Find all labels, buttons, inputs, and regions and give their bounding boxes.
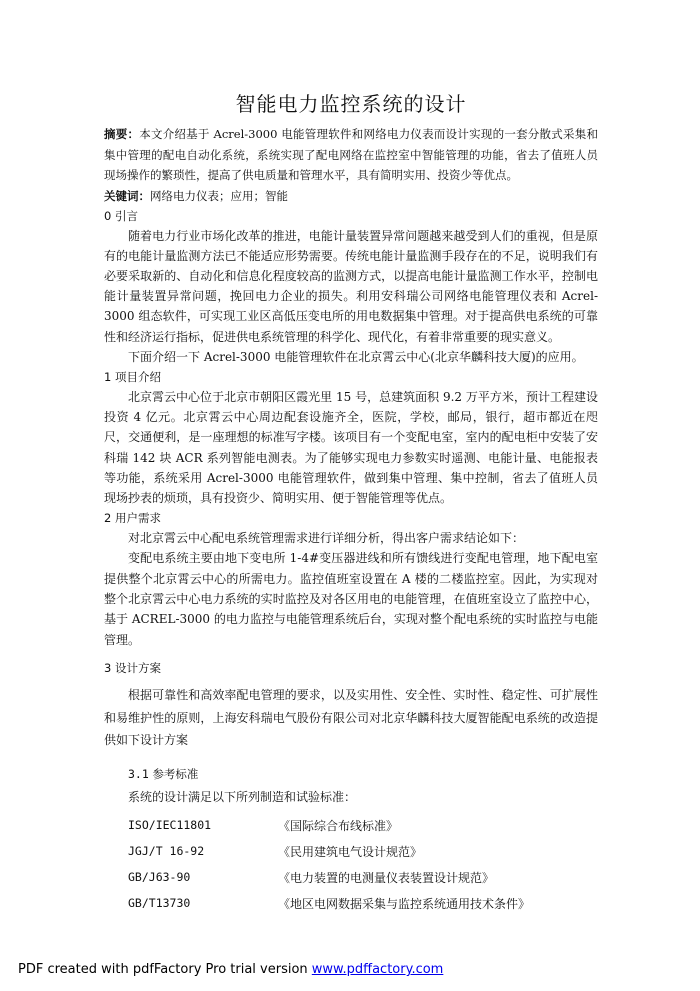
pdf-footer bbox=[18, 962, 443, 977]
section-heading-1: 1 项目介绍 bbox=[104, 369, 161, 384]
document-page bbox=[104, 88, 598, 916]
section-0-paragraph-2: 下面介绍一下 Acrel-3000 电能管理软件在北京霄云中心(北京华麟科技大厦)的应用。 bbox=[128, 349, 584, 364]
abstract-text: 本文介绍基于 Acrel-3000 电能管理软件和网络电力仪表而设计实现的一套分散式采集和集中管理的配电自动化系统，系统实现了配电网络在监控室中智能管理的功能，省去了值班人员现场操作的繁琐性，提高了供电质量和管理水平，具有简明实用、投资少等优点。 bbox=[104, 127, 599, 182]
section-1-paragraph-1: 北京霄云中心位于北京市朝阳区霞光里 15 号，总建筑面积 9.2 万平方米，预计工程建设投资 4 亿元。北京霄云中心周边配套设施齐全，医院，学校，邮局，银行，超市都近在咫尺，交通便利，是一座理想的标准写字楼。该项目有一个变配电室，室内的配电柜中安装了安科瑞 142 块 ACR 系列智能电测表。为了能够实现电力参数实时遥测、电能计量、电能报表等功能，系统采用 Acrel-3000 电能管理软件，做到集中管理、集中控制，省去了值班人员现场抄表的烦琐，具有投资少、简明实用、便于智能管理等优点。 bbox=[104, 389, 598, 505]
standard-row bbox=[104, 864, 598, 890]
section-0-paragraph-1: 随着电力行业市场化改革的推进，电能计量装置异常问题越来越受到人们的重视，但是原有的电能计量监测方法已不能适应形势需要。传统电能计量监测手段存在的不足，说明我们有必要采取新的、自动化和信息化程度较高的监测方式，以提高电能计量监测工作水平，控制电能计量装置异常问题，挽回电力企业的损失。利用安科瑞公司网络电能管理仪表和 Acrel-3000 组态软件，可实现工业区高低压变电所的用电数据集中管理。对于提高供电系统的可靠性和经济运行指标，促进供电系统管理的科学化、现代化，有着非常重要的现实意义。 bbox=[104, 228, 598, 344]
abstract-label: 摘要： bbox=[104, 127, 140, 141]
standard-code: GB/J63-90 bbox=[128, 870, 191, 885]
standard-name: 《民用建筑电气设计规范》 bbox=[278, 844, 423, 859]
standard-code: JGJ/T 16-92 bbox=[128, 844, 205, 859]
section-2-paragraph-1: 对北京霄云中心配电系统管理需求进行详细分析，得出客户需求结论如下： bbox=[128, 531, 525, 546]
keywords-text: 网络电力仪表；应用；智能 bbox=[150, 188, 288, 203]
document-title: 智能电力监控系统的设计 bbox=[235, 92, 467, 116]
keywords bbox=[104, 186, 598, 206]
standard-code: ISO/IEC11801 bbox=[128, 818, 212, 833]
subsection-title: 参考标准 bbox=[152, 767, 199, 782]
subsection-heading-3-1 bbox=[104, 766, 598, 782]
section-heading-2: 2 用户需求 bbox=[104, 511, 161, 526]
section-3-paragraph-1: 根据可靠性和高效率配电管理的要求，以及实用性、安全性、实时性、稳定性、可扩展性和易维护性的原则，上海安科瑞电气股份有限公司对北京华麟科技大厦智能配电系统的改造提供如下设计方案 bbox=[104, 687, 598, 748]
section-2-paragraph-2: 变配电系统主要由地下变电所 1-4#变压器进线和所有馈线进行变配电管理，地下配电室提供整个北京霄云中心的所需电力。监控值班室设置在 A 楼的二楼监控室。因此，为实现对整个北京霄云中心电力系统的实时监控及对各区用电的电能管理，在值班室设立了监控中心，基于 ACREL-3000 的电力监控与电能管理系统后台，实现对整个配电系统的实时监控与电能管理。 bbox=[104, 551, 598, 647]
standard-name: 《地区电网数据采集与监控系统通用技术条件》 bbox=[278, 896, 531, 911]
standard-code: GB/T13730 bbox=[128, 896, 191, 911]
standards-list bbox=[104, 812, 598, 916]
subsection-number: 3.1 bbox=[128, 767, 149, 782]
footer-link[interactable]: www.pdffactory.com bbox=[311, 962, 444, 977]
standard-name: 《国际综合布线标准》 bbox=[278, 818, 399, 833]
standard-row bbox=[104, 838, 598, 864]
section-heading-0: 0 引言 bbox=[104, 208, 138, 223]
keywords-label: 关键词： bbox=[104, 188, 150, 203]
standards-intro: 系统的设计满足以下所列制造和试验标准： bbox=[128, 790, 357, 805]
footer-text: PDF created with pdfFactory Pro trial version bbox=[18, 962, 312, 977]
standard-row bbox=[104, 890, 598, 916]
standard-name: 《电力装置的电测量仪表装置设计规范》 bbox=[278, 870, 495, 885]
section-heading-3: 3 设计方案 bbox=[104, 660, 161, 675]
standard-row bbox=[104, 812, 598, 838]
abstract bbox=[104, 124, 598, 186]
